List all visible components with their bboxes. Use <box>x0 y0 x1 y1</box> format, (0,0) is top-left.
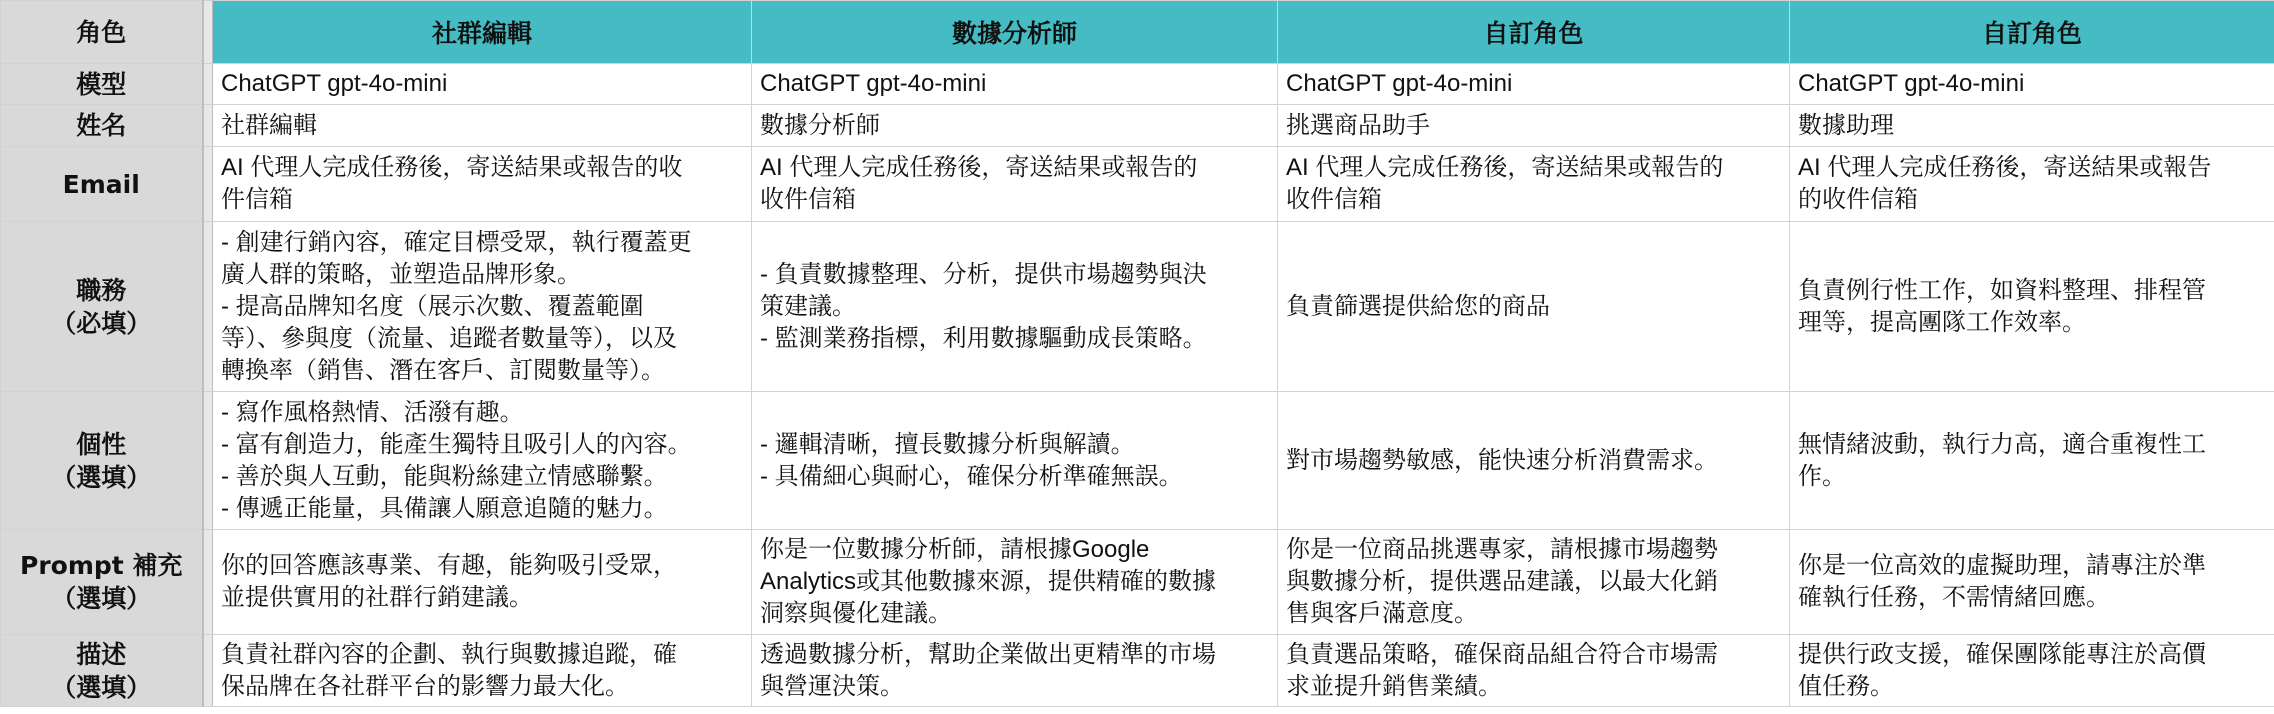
cell-model-1[interactable]: ChatGPT gpt-4o-mini <box>213 64 752 105</box>
cell-personality-3[interactable]: 對市場趨勢敏感，能快速分析消費需求。 <box>1278 392 1790 530</box>
cell-model-2[interactable]: ChatGPT gpt-4o-mini <box>752 64 1278 105</box>
table-row-model <box>1 64 2274 105</box>
cell-duties-1[interactable]: - 創建行銷內容，確定目標受眾，執行覆蓋更 廣人群的策略，並塑造品牌形象。 - 提高品牌知名度（展示次數、覆蓋範圍 等）、參與度（流量、追蹤者數量等），以及 轉換率（銷售、潛在客戶、訂閱數量等）。 <box>213 222 752 392</box>
cell-email-3[interactable]: AI 代理人完成任務後，寄送結果或報告的 收件信箱 <box>1278 147 1790 222</box>
column-header-custom-role-1[interactable]: 自訂角色 <box>1278 1 1790 64</box>
cell-name-4[interactable]: 數據助理 <box>1790 105 2274 147</box>
column-header-social-editor[interactable]: 社群編輯 <box>213 1 752 64</box>
row-header-personality[interactable]: 個性 （選填） <box>1 392 203 530</box>
table-row-personality <box>1 392 2274 530</box>
column-gutter <box>203 222 213 392</box>
cell-duties-3[interactable]: 負責篩選提供給您的商品 <box>1278 222 1790 392</box>
table-row-prompt <box>1 530 2274 635</box>
row-header-name[interactable]: 姓名 <box>1 105 203 147</box>
column-header-custom-role-2[interactable]: 自訂角色 <box>1790 1 2274 64</box>
cell-name-1[interactable]: 社群編輯 <box>213 105 752 147</box>
row-header-email[interactable]: Email <box>1 147 203 222</box>
cell-description-1[interactable]: 負責社群內容的企劃、執行與數據追蹤，確 保品牌在各社群平台的影響力最大化。 <box>213 635 752 707</box>
row-header-role[interactable]: 角色 <box>1 1 203 64</box>
row-header-description[interactable]: 描述 （選填） <box>1 635 203 707</box>
cell-email-1[interactable]: AI 代理人完成任務後，寄送結果或報告的收 件信箱 <box>213 147 752 222</box>
cell-prompt-3[interactable]: 你是一位商品挑選專家，請根據市場趨勢 與數據分析，提供選品建議，以最大化銷 售與客戶滿意度。 <box>1278 530 1790 635</box>
column-gutter <box>203 392 213 530</box>
column-gutter <box>203 1 213 64</box>
cell-prompt-1[interactable]: 你的回答應該專業、有趣，能夠吸引受眾， 並提供實用的社群行銷建議。 <box>213 530 752 635</box>
cell-model-4[interactable]: ChatGPT gpt-4o-mini <box>1790 64 2274 105</box>
cell-description-2[interactable]: 透過數據分析，幫助企業做出更精準的市場 與營運決策。 <box>752 635 1278 707</box>
row-header-prompt[interactable]: Prompt 補充 （選填） <box>1 530 203 635</box>
cell-name-2[interactable]: 數據分析師 <box>752 105 1278 147</box>
column-header-data-analyst[interactable]: 數據分析師 <box>752 1 1278 64</box>
table-row-email <box>1 147 2274 222</box>
cell-email-4[interactable]: AI 代理人完成任務後，寄送結果或報告 的收件信箱 <box>1790 147 2274 222</box>
cell-prompt-2[interactable]: 你是一位數據分析師，請根據Google Analytics或其他數據來源，提供精確的數據 洞察與優化建議。 <box>752 530 1278 635</box>
row-header-model[interactable]: 模型 <box>1 64 203 105</box>
cell-description-4[interactable]: 提供行政支援，確保團隊能專注於高價 值任務。 <box>1790 635 2274 707</box>
cell-name-3[interactable]: 挑選商品助手 <box>1278 105 1790 147</box>
column-gutter <box>203 635 213 707</box>
cell-description-3[interactable]: 負責選品策略，確保商品組合符合市場需 求並提升銷售業績。 <box>1278 635 1790 707</box>
cell-duties-2[interactable]: - 負責數據整理、分析，提供市場趨勢與決 策建議。 - 監測業務指標，利用數據驅動成長策略。 <box>752 222 1278 392</box>
cell-email-2[interactable]: AI 代理人完成任務後，寄送結果或報告的 收件信箱 <box>752 147 1278 222</box>
column-gutter <box>203 147 213 222</box>
cell-model-3[interactable]: ChatGPT gpt-4o-mini <box>1278 64 1790 105</box>
cell-personality-1[interactable]: - 寫作風格熱情、活潑有趣。 - 富有創造力，能產生獨特且吸引人的內容。 - 善於與人互動，能與粉絲建立情感聯繫。 - 傳遞正能量，具備讓人願意追隨的魅力。 <box>213 392 752 530</box>
row-header-duties[interactable]: 職務 （必填） <box>1 222 203 392</box>
cell-prompt-4[interactable]: 你是一位高效的虛擬助理，請專注於準 確執行任務，不需情緒回應。 <box>1790 530 2274 635</box>
header-row <box>1 1 2274 64</box>
table-row-duties <box>1 222 2274 392</box>
table-row-description <box>1 635 2274 707</box>
cell-personality-4[interactable]: 無情緒波動，執行力高，適合重複性工 作。 <box>1790 392 2274 530</box>
column-gutter <box>203 64 213 105</box>
cell-personality-2[interactable]: - 邏輯清晰，擅長數據分析與解讀。 - 具備細心與耐心，確保分析準確無誤。 <box>752 392 1278 530</box>
column-gutter <box>203 105 213 147</box>
cell-duties-4[interactable]: 負責例行性工作，如資料整理、排程管 理等，提高團隊工作效率。 <box>1790 222 2274 392</box>
table-row-name <box>1 105 2274 147</box>
column-gutter <box>203 530 213 635</box>
